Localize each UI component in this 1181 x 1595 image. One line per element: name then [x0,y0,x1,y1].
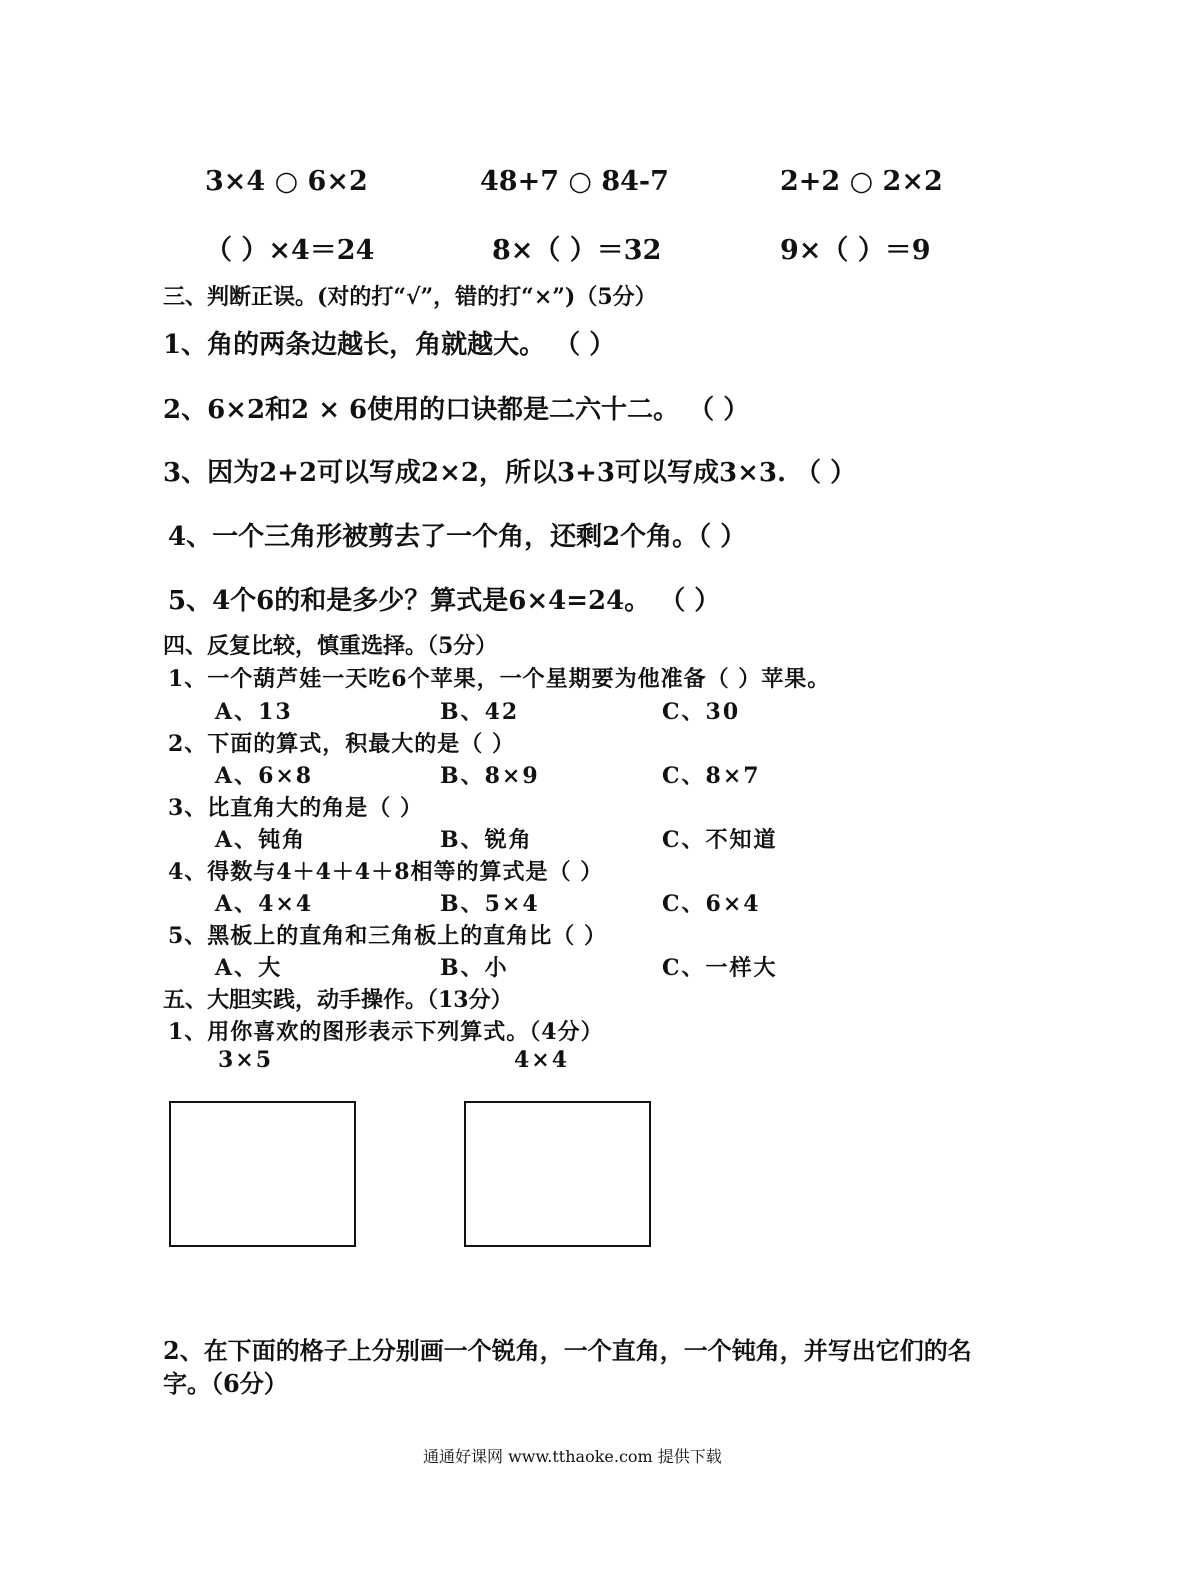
choice-question-3: 3、比直角大的角是（ ） [168,795,423,821]
drawing-box-2[interactable] [464,1101,651,1247]
judge-item-1: 1、角的两条边越长，角就越大。 （ ） [163,330,616,360]
compare-item-3: 2+2 ○ 2×2 [780,166,943,197]
section5-title: 五、大胆实践，动手操作。（13分） [163,987,513,1013]
choice-2-option-b: B、8×9 [440,763,540,789]
compare-item-1: 3×4 ○ 6×2 [205,166,368,197]
compare-item-2: 48+7 ○ 84-7 [480,166,669,197]
choice-3-option-b: B、锐角 [440,827,533,853]
choice-4-option-a: A、4×4 [215,891,314,917]
footer-credit: 通通好课网 www.tthaoke.com 提供下载 [423,1447,722,1466]
choice-question-5: 5、黑板上的直角和三角板上的直角比（ ） [168,923,607,949]
choice-3-option-c: C、不知道 [662,827,778,853]
choice-4-option-b: B、5×4 [440,891,540,917]
choice-3-option-a: A、钝角 [215,827,307,853]
fill-item-3: 9×（ ）＝9 [780,235,931,266]
choice-5-option-a: A、大 [215,955,283,981]
choice-question-1: 1、一个葫芦娃一天吃6个苹果，一个星期要为他准备（ ）苹果。 [168,666,831,692]
practice-question-1: 1、用你喜欢的图形表示下列算式。（4分） [168,1019,604,1045]
choice-question-2: 2、下面的算式，积最大的是（ ） [168,731,515,757]
fill-item-1: （ ）×4＝24 [205,235,375,266]
judge-item-2: 2、6×2和2 × 6使用的口诀都是二六十二。 （ ） [163,395,750,425]
choice-5-option-b: B、小 [440,955,509,981]
judge-item-3: 3、因为2+2可以写成2×2，所以3+3可以写成3×3. （ ） [163,458,857,488]
choice-2-option-a: A、6×8 [215,763,314,789]
section4-title: 四、反复比较，慎重选择。（5分） [163,633,498,659]
choice-2-option-c: C、8×7 [662,763,761,789]
practice-question-2-line2: 字。（6分） [163,1369,288,1398]
choice-1-option-c: C、30 [662,699,741,725]
choice-4-option-c: C、6×4 [662,891,761,917]
expression-1: 3×5 [218,1047,274,1073]
judge-item-5: 5、4个6的和是多少？算式是6×4=24。 （ ） [168,586,721,616]
section3-title: 三、判断正误。(对的打“√”，错的打“×”)（5分） [163,284,657,310]
choice-1-option-a: A、13 [215,699,293,725]
expression-2: 4×4 [514,1047,570,1073]
choice-5-option-c: C、一样大 [662,955,778,981]
choice-1-option-b: B、42 [440,699,520,725]
choice-question-4: 4、得数与4＋4＋4＋8相等的算式是（ ） [168,859,604,885]
practice-question-2-line1: 2、在下面的格子上分别画一个锐角，一个直角，一个钝角，并写出它们的名 [163,1336,972,1365]
drawing-box-1[interactable] [169,1101,356,1247]
judge-item-4: 4、一个三角形被剪去了一个角，还剩2个角。（ ） [168,522,747,552]
fill-item-2: 8×（ ）＝32 [492,235,662,266]
